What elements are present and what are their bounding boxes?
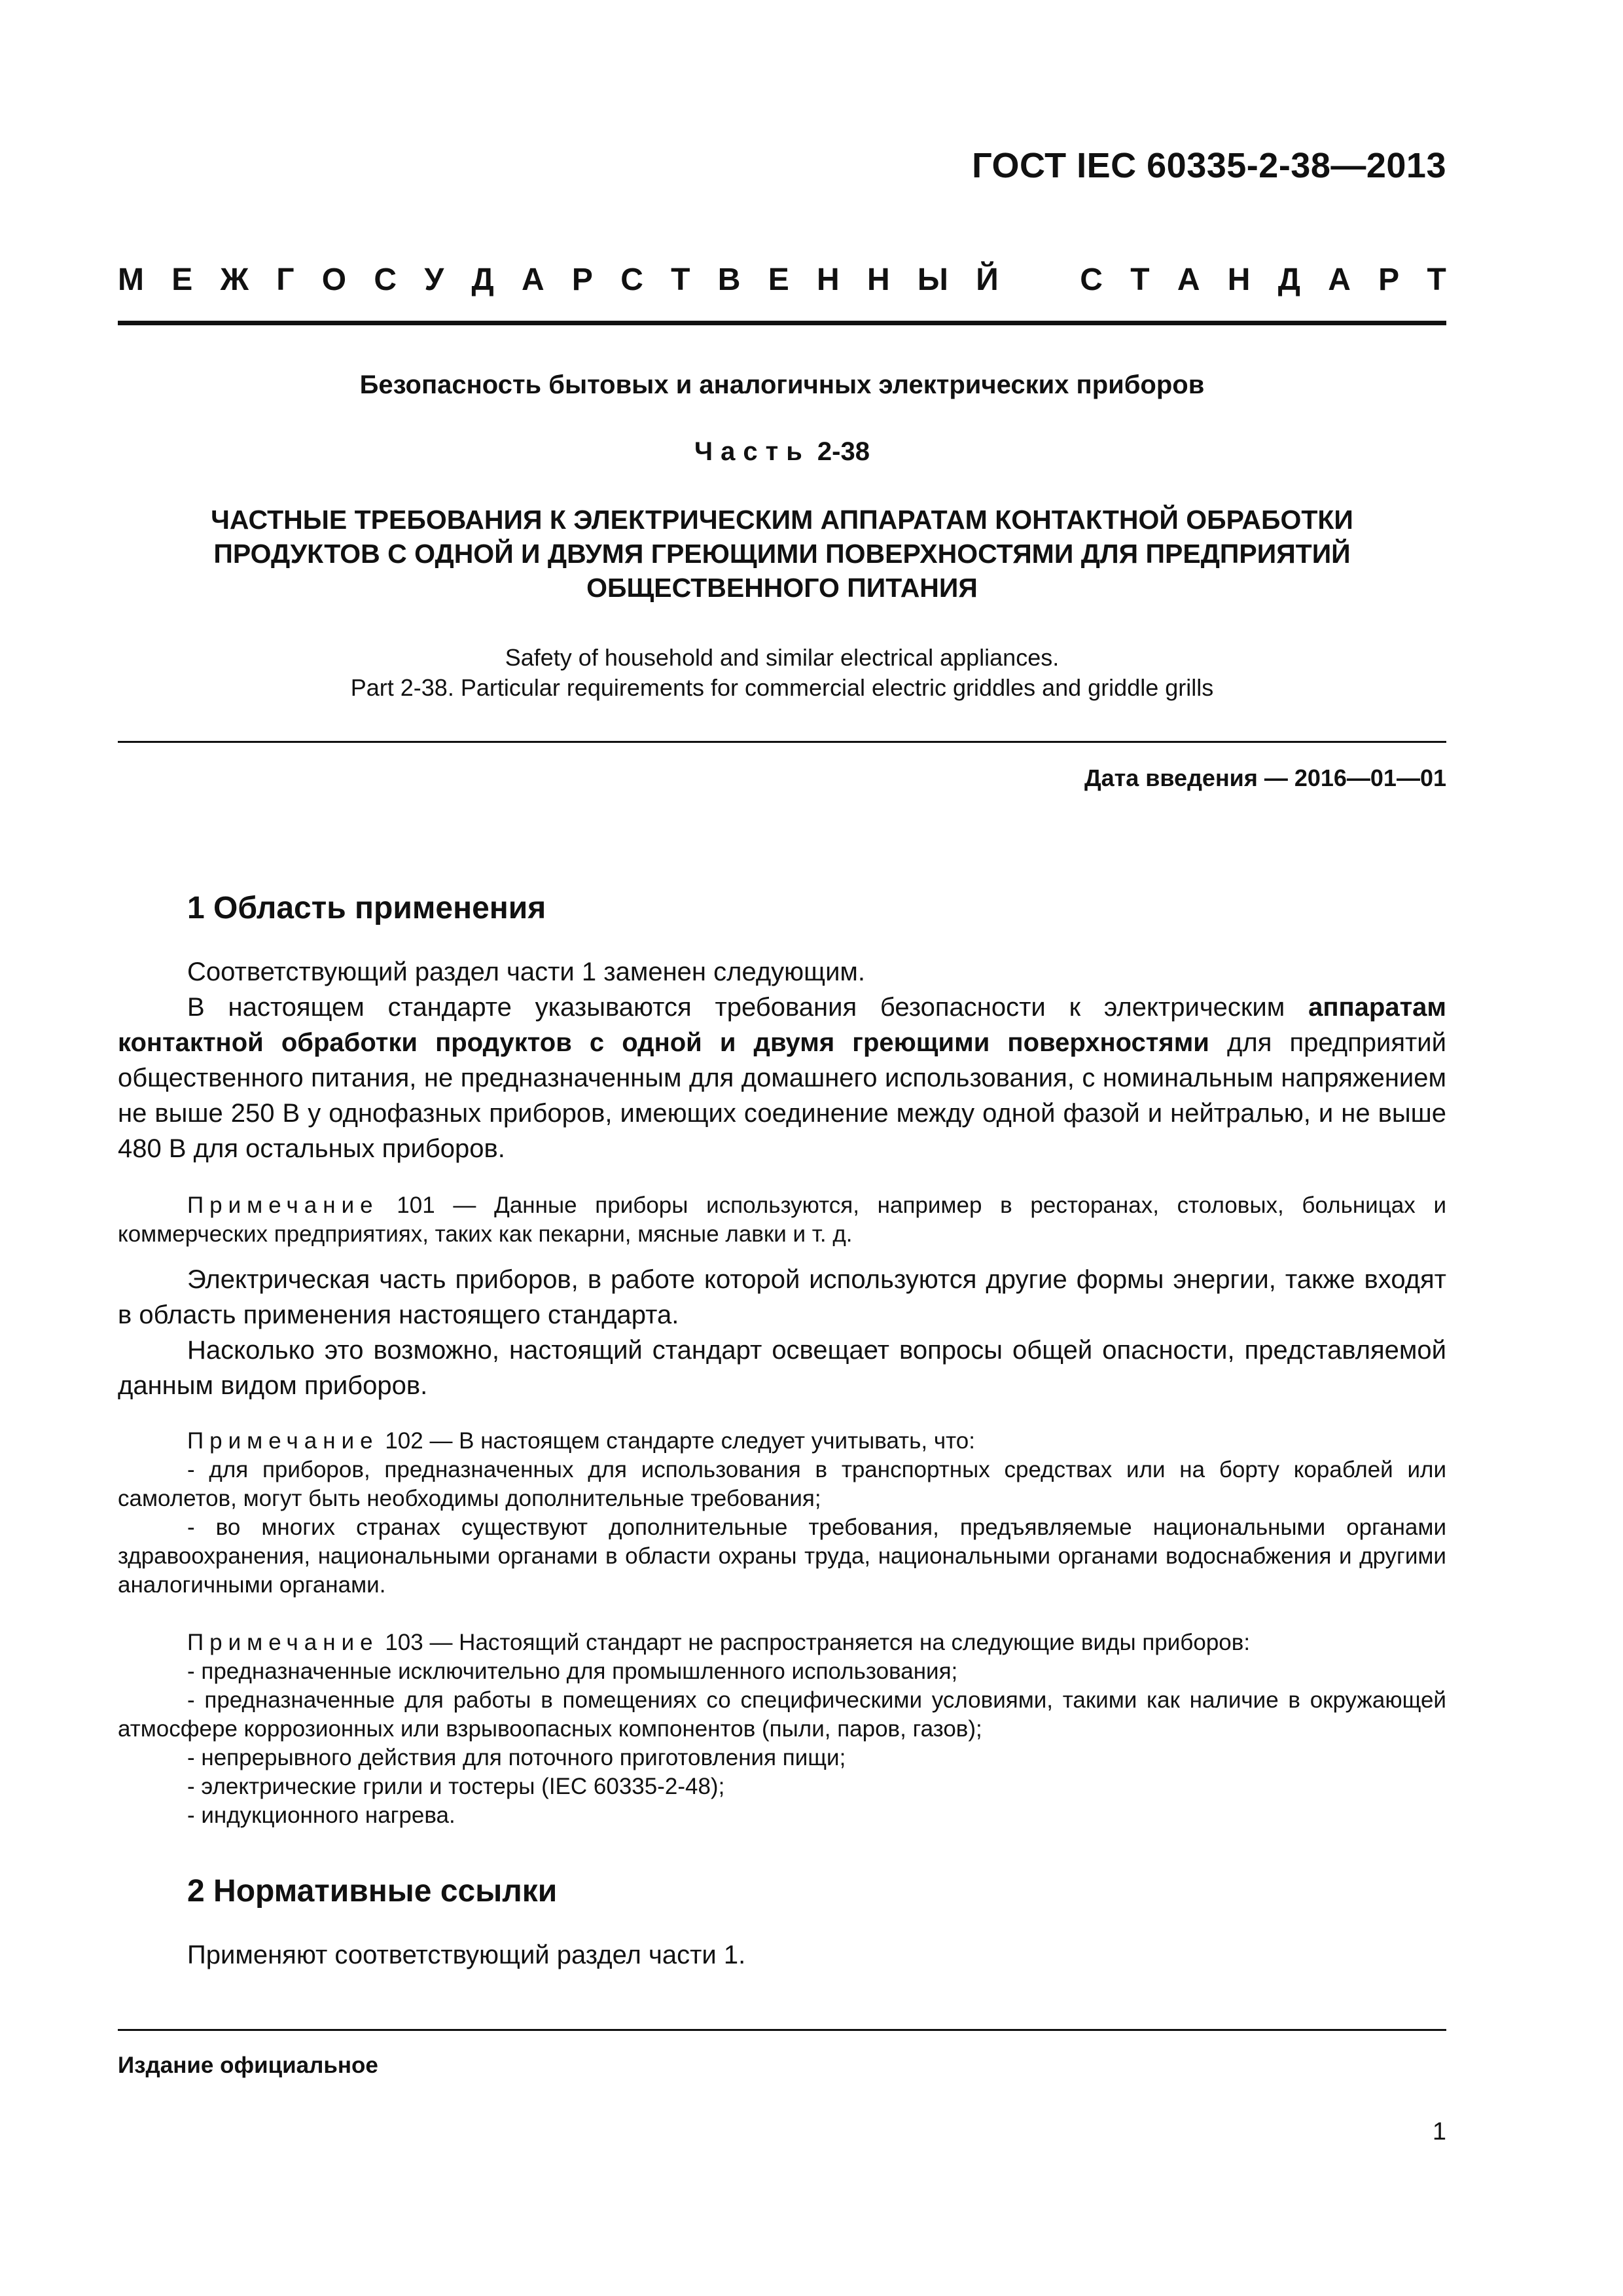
- english-title-line-2: Part 2-38. Particular requirements for commercial electric griddles and griddle grills: [350, 674, 1214, 701]
- banner-letter: Н: [866, 262, 890, 297]
- banner-letter: О: [321, 262, 347, 297]
- interstate-standard-banner: [118, 262, 1446, 298]
- standard-designation: ГОСТ IEC 60335-2-38—2013: [972, 146, 1446, 185]
- banner-letter: Г: [276, 262, 294, 297]
- banner-letter: Т: [671, 262, 690, 297]
- banner-letter: Н: [1227, 262, 1251, 297]
- part-number: 2-38: [817, 437, 870, 466]
- title-rule: [118, 741, 1446, 743]
- banner-letter: Т: [1130, 262, 1150, 297]
- note-101-text: 101 — Данные приборы используются, например в ресторанах, столовых, больницах и коммерческих предприятиях, таких как пекарни, мясные лавки и т. д.: [118, 1193, 1446, 1247]
- note-103-item: - электрические грили и тостеры (IEC 60335-2-48);: [187, 1774, 725, 1799]
- note-103: [118, 1628, 1446, 1830]
- part-label: [118, 437, 1446, 467]
- banner-letter: Д: [1277, 262, 1300, 297]
- standard-subtitle: Безопасность бытовых и аналогичных электрических приборов: [359, 370, 1205, 399]
- note-102-text: 102 — В настоящем стандарте следует учитывать, что:: [378, 1428, 975, 1454]
- section-1-paragraph-4: Насколько это возможно, настоящий стандарт освещает вопросы общей опасности, представляемой данным видом приборов.: [118, 1336, 1446, 1400]
- section-2-body: [118, 1937, 1446, 1973]
- section-1-paragraph-3: Электрическая часть приборов, в работе которой используются другие формы энергии, также входят в область применения настоящего стандарта.: [118, 1265, 1446, 1329]
- english-title: [118, 643, 1446, 703]
- note-101: [118, 1191, 1446, 1249]
- note-103-item: - предназначенные исключительно для промышленного использования;: [187, 1659, 958, 1684]
- note-102-label: Примечание: [187, 1428, 379, 1454]
- note-101-label: Примечание: [187, 1193, 379, 1218]
- note-103-item: - индукционного нагрева.: [187, 1803, 455, 1828]
- p2-bold-term: аппаратам контактной обработки продуктов с одной и двумя греющими поверхностями: [118, 993, 1446, 1057]
- p2-text-after: для предприятий общественного питания, не предназначенным для домашнего использования, с номинальным напряжением не выше 250 В у однофазных приборов, имеющих соединение между одной фазой и нейтралью, и не выше 480 В для остальных приборов.: [118, 1028, 1446, 1163]
- banner-letter: Ж: [220, 262, 249, 297]
- section-2-heading: 2 Нормативные ссылки: [187, 1874, 558, 1909]
- official-edition-label: Издание официальное: [118, 2053, 378, 2078]
- note-103-label: Примечание: [187, 1630, 379, 1655]
- banner-letter: Р: [571, 262, 593, 297]
- banner-letter: Т: [1427, 262, 1446, 297]
- banner-letter: Д: [471, 262, 494, 297]
- banner-letter: Ы: [917, 262, 948, 297]
- p2-text-before: В настоящем стандарте указываются требования безопасности к электрическим: [187, 993, 1309, 1022]
- footer-rule: [118, 2029, 1446, 2031]
- note-103-item: - непрерывного действия для поточного приготовления пищи;: [187, 1745, 846, 1770]
- note-102-item: - во многих странах существуют дополнительные требования, предъявляемые национальными органами здравоохранения, национальными органами в области охраны труда, национальными органами водоснабжения и другими аналогичными органами.: [118, 1515, 1446, 1598]
- banner-letter: Е: [171, 262, 193, 297]
- banner-letter: Е: [768, 262, 789, 297]
- section-2-paragraph-1: Применяют соответствующий раздел части 1.: [187, 1941, 746, 1969]
- banner-letter: У: [424, 262, 444, 297]
- banner-letter: С: [620, 262, 643, 297]
- section-1-heading: 1 Область применения: [187, 891, 546, 925]
- header-rule: [118, 321, 1446, 325]
- date-of-introduction: Дата введения — 2016—01—01: [1084, 764, 1446, 791]
- banner-letter: Р: [1378, 262, 1400, 297]
- banner-letter: М: [118, 262, 144, 297]
- banner-letter: С: [1080, 262, 1103, 297]
- title-line-1: ЧАСТНЫЕ ТРЕБОВАНИЯ К ЭЛЕКТРИЧЕСКИМ АППАРАТАМ КОНТАКТНОЙ ОБРАБОТКИ: [211, 505, 1353, 535]
- banner-letter: Й: [976, 262, 999, 297]
- banner-letter: А: [1177, 262, 1200, 297]
- standard-title: [118, 503, 1446, 605]
- banner-letter: А: [521, 262, 544, 297]
- banner-letter: В: [717, 262, 741, 297]
- title-line-3: ОБЩЕСТВЕННОГО ПИТАНИЯ: [586, 573, 978, 603]
- note-103-item: - предназначенные для работы в помещениях со специфическими условиями, такими как наличие в окружающей атмосфере коррозионных или взрывоопасных компонентов (пыли, паров, газов);: [118, 1687, 1446, 1742]
- section-1-body: [118, 954, 1446, 1166]
- section-1-paragraph-2: [118, 990, 1446, 1166]
- banner-letter: С: [374, 262, 397, 297]
- part-word: Часть: [694, 437, 810, 466]
- english-title-line-1: Safety of household and similar electrical appliances.: [505, 644, 1060, 671]
- banner-letter: А: [1328, 262, 1351, 297]
- note-102: [118, 1427, 1446, 1600]
- section-1-paragraph-1: Соответствующий раздел части 1 заменен следующим.: [187, 958, 866, 986]
- section-1-body-continued: [118, 1262, 1446, 1403]
- banner-letter: Н: [817, 262, 840, 297]
- note-102-item: - для приборов, предназначенных для использования в транспортных средствах или на борту кораблей или самолетов, могут быть необходимы дополнительные требования;: [118, 1457, 1446, 1511]
- title-line-2: ПРОДУКТОВ С ОДНОЙ И ДВУМЯ ГРЕЮЩИМИ ПОВЕРХНОСТЯМИ ДЛЯ ПРЕДПРИЯТИЙ: [213, 539, 1351, 569]
- page-number: 1: [1432, 2118, 1446, 2145]
- note-103-text: 103 — Настоящий стандарт не распространяется на следующие виды приборов:: [378, 1630, 1251, 1655]
- banner-gap: [1026, 262, 1052, 298]
